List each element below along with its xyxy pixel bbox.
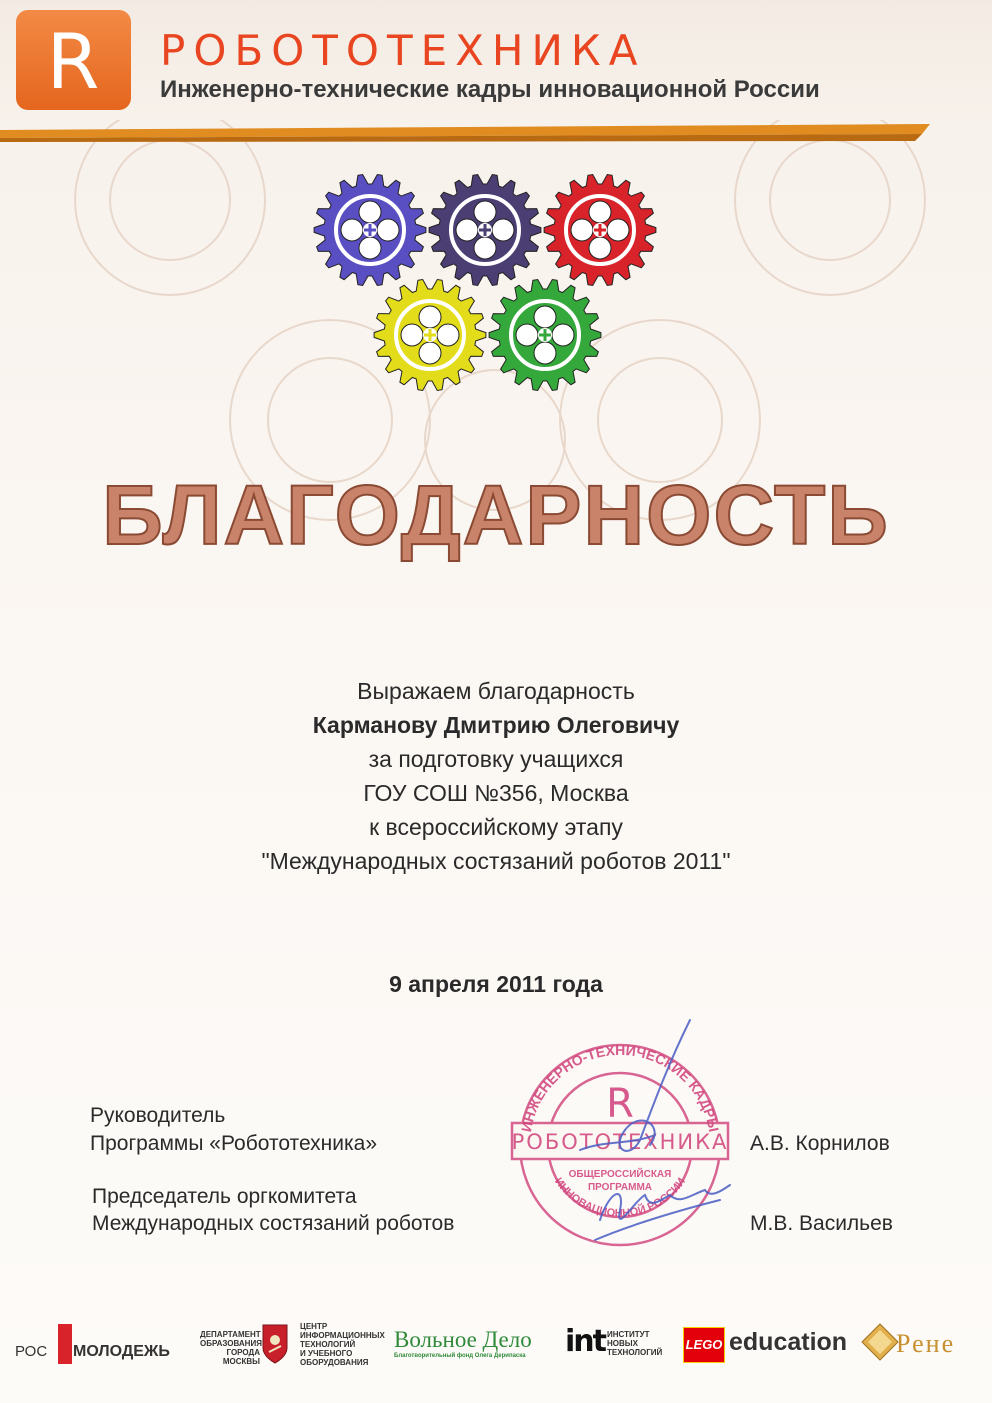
- dept-line-2: ОБРАЗОВАНИЯ: [200, 1339, 262, 1348]
- center-line-2: ИНФОРМАЦИОННЫХ: [300, 1331, 385, 1340]
- signer-1-name: А.В. Корнилов: [750, 1132, 890, 1155]
- center-line-1: ЦЕНТР: [300, 1322, 328, 1331]
- gear-red-icon: [544, 175, 656, 286]
- rosmolodezh-name: МОЛОДЕЖЬ: [73, 1343, 170, 1360]
- header-divider-bar: [0, 124, 930, 142]
- volnoe-delo-logo: [394, 1318, 554, 1370]
- education-label: education: [729, 1328, 848, 1356]
- signer-2-name: М.В. Васильев: [750, 1212, 893, 1235]
- volnoe-delo-subtitle: Благотворительный фонд Олега Дерипаска: [394, 1353, 526, 1359]
- handwritten-signatures: [570, 1010, 740, 1260]
- center-it-logo: [300, 1318, 390, 1370]
- lego-label: LEGO: [685, 1337, 723, 1352]
- body-line-1: Выражаем благодарность: [357, 678, 635, 704]
- stamp-outer-text: ИНЖЕНЕРНО-ТЕХНИЧЕСКИЕ КАДРЫ: [517, 1041, 723, 1134]
- gear-yellow-icon: [374, 280, 486, 391]
- dept-line-3: ГОРОДА МОСКВЫ: [222, 1348, 260, 1366]
- stamp-bottom-text: ИННОВАЦИОННОЙ РОССИИ: [552, 1175, 688, 1220]
- volnoe-delo-name: Вольное Дело: [394, 1327, 532, 1352]
- stamp-inner-line-2: ПРОГРАММА: [587, 1182, 653, 1193]
- body-line-5: к всероссийскому этапу: [369, 814, 623, 840]
- certificate-title: БЛАГОДАРНОСТЬ: [102, 468, 890, 562]
- signer-2-role-line-1: Председатель оргкомитета: [92, 1185, 357, 1208]
- gear-purple-icon: [429, 175, 541, 286]
- dept-education-moscow: [200, 1318, 260, 1370]
- signer-1-role-line-1: Руководитель: [90, 1104, 226, 1127]
- rene-name: Рене: [896, 1329, 956, 1358]
- signer-1-role-line-2: Программы «Робототехника»: [90, 1132, 377, 1155]
- center-line-4: И УЧЕБНОГО: [300, 1349, 353, 1358]
- int-institute-logo: [565, 1318, 675, 1370]
- certificate-date: 9 апреля 2011 года: [389, 971, 603, 997]
- stamp-logo-letter: R: [606, 1081, 634, 1127]
- body-line-3: за подготовку учащихся: [368, 746, 624, 772]
- signer-2-role-line-2: Международных состязаний роботов: [92, 1212, 455, 1235]
- stamp-middle-text: РОБОТОТЕХНИКА: [511, 1130, 729, 1154]
- gear-blue-icon: [314, 175, 426, 286]
- center-line-3: ТЕХНОЛОГИЙ: [300, 1340, 356, 1349]
- center-line-5: ОБОРУДОВАНИЯ: [300, 1358, 369, 1367]
- dept-line-1: ДЕПАРТАМЕНТ: [200, 1330, 261, 1339]
- gears-emblem: [310, 170, 670, 400]
- recipient-name: Карманову Дмитрию Олеговичу: [312, 712, 680, 738]
- stamp-inner-line-1: ОБЩЕРОССИЙСКАЯ: [568, 1169, 672, 1180]
- body-line-4: ГОУ СОШ №356, Москва: [363, 780, 629, 806]
- int-mark: int: [565, 1324, 605, 1359]
- certificate-body: [0, 674, 992, 878]
- robotics-logo: [16, 10, 131, 110]
- rosmolodezh-prefix: РОС: [15, 1343, 48, 1360]
- logo-letter: R: [46, 17, 100, 106]
- rosmolodezh-logo: [14, 1318, 189, 1370]
- int-line-3: ТЕХНОЛОГИЙ: [607, 1348, 663, 1357]
- gear-green-icon: [489, 280, 601, 391]
- lego-education-logo: [683, 1318, 848, 1370]
- lego-icon: [683, 1327, 725, 1363]
- int-line-2: НОВЫХ: [607, 1339, 638, 1348]
- int-line-1: ИНСТИТУТ: [607, 1330, 650, 1339]
- header-tagline: Инженерно-технические кадры инновационной России: [160, 76, 820, 103]
- brand-title: РОБОТОТЕХНИКА: [160, 26, 646, 75]
- body-line-6: "Международных состязаний роботов 2011": [261, 848, 731, 874]
- rene-logo: [860, 1318, 980, 1370]
- rene-emblem-icon: [860, 1322, 900, 1362]
- moscow-coat-of-arms-icon: [262, 1318, 288, 1370]
